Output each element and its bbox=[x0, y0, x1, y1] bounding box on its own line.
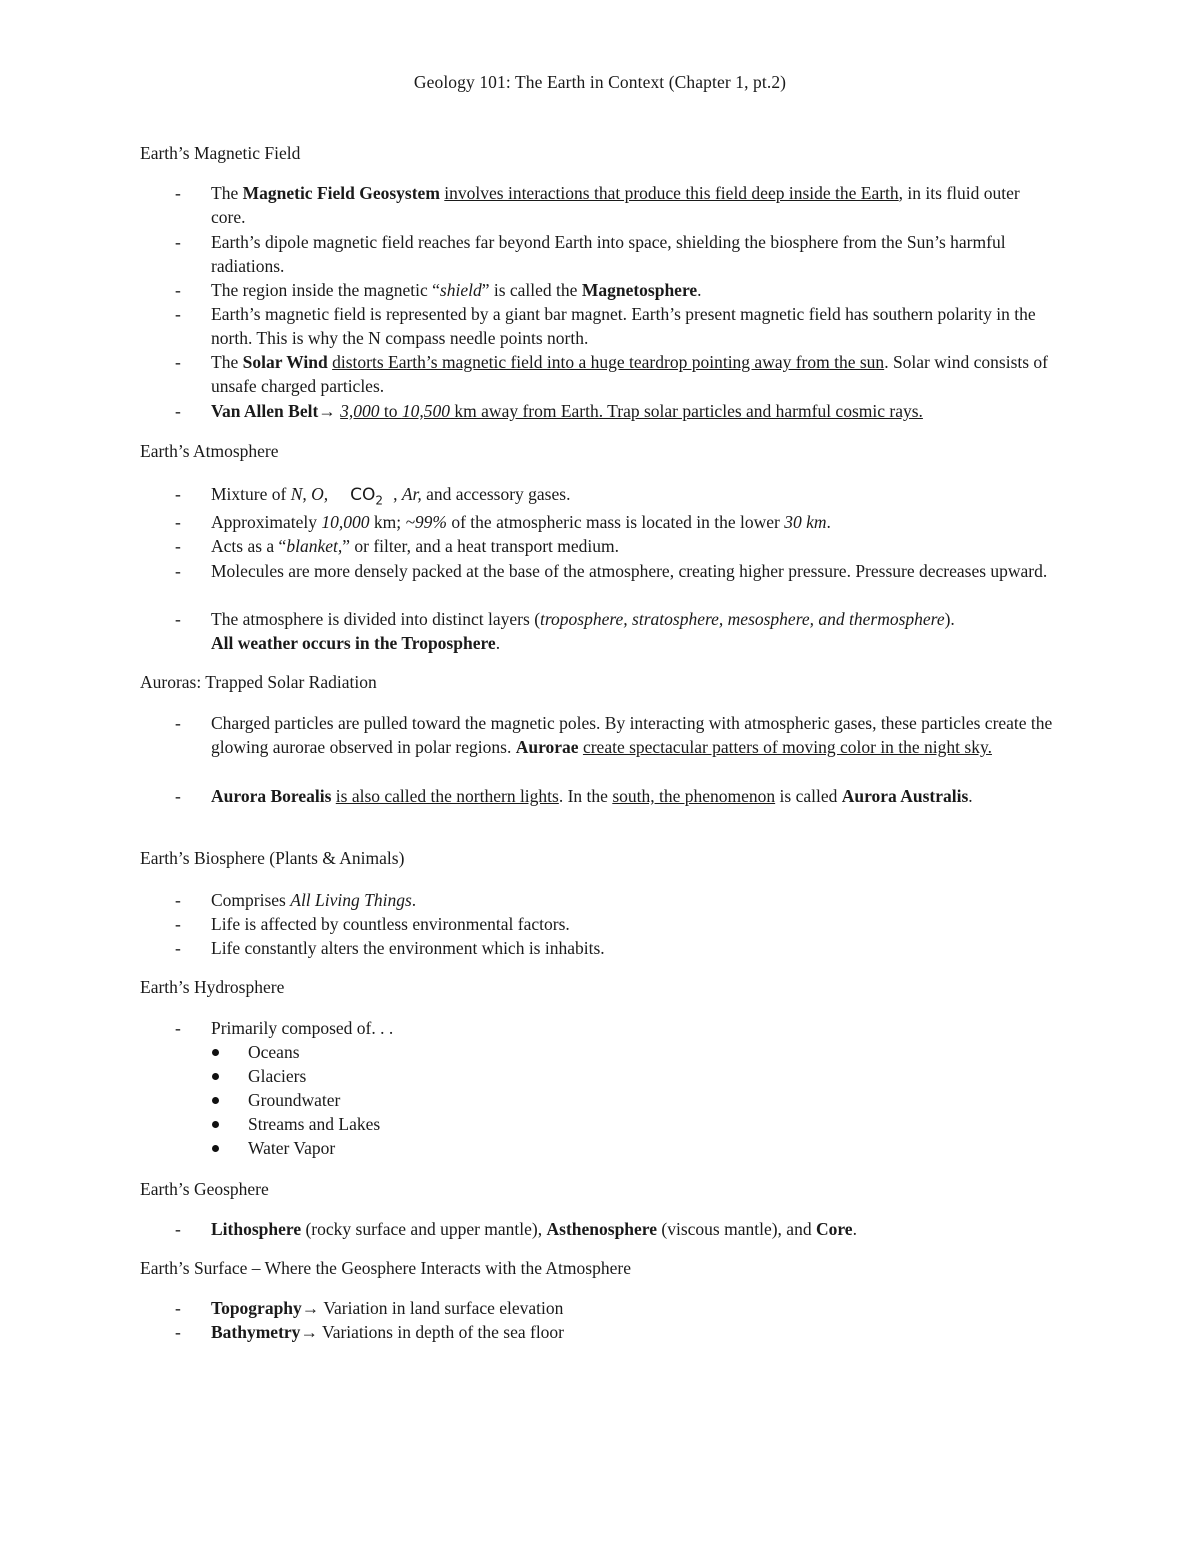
sub-list-item: Groundwater bbox=[212, 1088, 340, 1112]
bullet-dash: - bbox=[175, 512, 181, 532]
bullet-dash: - bbox=[175, 352, 181, 372]
bullet-dash: - bbox=[175, 304, 181, 324]
sub-list-item: Streams and Lakes bbox=[212, 1112, 380, 1136]
list-item: - Acts as a “blanket,” or filter, and a heat transport medium. bbox=[175, 536, 619, 556]
list-item: - Aurora Borealis is also called the northern lights. In the south, the phenomenon is called Aurora Australis. bbox=[175, 786, 973, 806]
bullet-dash: - bbox=[175, 1018, 181, 1038]
list-item: - The Solar Wind distorts Earth’s magnetic field into a huge teardrop pointing away from the sun. Solar wind consists of unsafe charged particles. bbox=[175, 352, 1049, 396]
list-item: - Life is affected by countless environmental factors. bbox=[175, 914, 570, 934]
bullet-dash: - bbox=[175, 786, 181, 806]
bullet-dash: - bbox=[175, 914, 181, 934]
list-item: - Approximately 10,000 km; ~99% of the atmospheric mass is located in the lower 30 km. bbox=[175, 512, 831, 532]
arrow-icon: → bbox=[301, 1298, 320, 1318]
list-item: - Life constantly alters the environment which is inhabits. bbox=[175, 938, 605, 958]
bullet-dot-icon bbox=[212, 1097, 219, 1104]
sub-list-item: Oceans bbox=[212, 1040, 300, 1064]
list-item: - The Magnetic Field Geosystem involves interactions that produce this field deep inside the Earth, in its fluid outer core. bbox=[175, 183, 1020, 227]
bullet-dash: - bbox=[175, 890, 181, 910]
sub-list-item: Water Vapor bbox=[212, 1136, 335, 1160]
bullet-dash: - bbox=[175, 401, 181, 421]
bullet-dash: - bbox=[175, 183, 181, 203]
bullet-dot-icon bbox=[212, 1145, 219, 1152]
arrow-icon: → bbox=[318, 401, 336, 421]
section-heading-auroras: Auroras: Trapped Solar Radiation bbox=[140, 672, 377, 692]
list-item: - Mixture of N, O, $CO_2$ , Ar, and accessory gases. bbox=[175, 484, 571, 508]
bullet-dot-icon bbox=[212, 1073, 219, 1080]
bullet-dash: - bbox=[175, 1219, 181, 1239]
section-heading-hydrosphere: Earth’s Hydrosphere bbox=[140, 977, 285, 997]
section-heading-magnetic-field: Earth’s Magnetic Field bbox=[140, 143, 301, 163]
list-item: - Bathymetry→ Variations in depth of the sea floor bbox=[175, 1322, 565, 1342]
sub-list-item: Glaciers bbox=[212, 1064, 306, 1088]
list-item: - Lithosphere (rocky surface and upper mantle), Asthenosphere (viscous mantle), and Core. bbox=[175, 1219, 857, 1239]
list-item: - The region inside the magnetic “shield” is called the Magnetosphere. bbox=[175, 280, 702, 300]
bullet-dash: - bbox=[175, 713, 181, 733]
list-item: - Van Allen Belt→ 3,000 to 10,500 km away from Earth. Trap solar particles and harmful cosmic rays. bbox=[175, 401, 923, 421]
list-item: - Topography→ Variation in land surface elevation bbox=[175, 1298, 564, 1318]
list-item: - Earth’s dipole magnetic field reaches far beyond Earth into space, shielding the biosphere from the Sun’s harmful radiations. bbox=[175, 232, 1006, 276]
bullet-dash: - bbox=[175, 938, 181, 958]
bullet-dot-icon bbox=[212, 1049, 219, 1056]
section-heading-geosphere: Earth’s Geosphere bbox=[140, 1179, 269, 1199]
list-item: - Comprises All Living Things. bbox=[175, 890, 417, 910]
bullet-dash: - bbox=[175, 1322, 181, 1342]
bullet-dot-icon bbox=[212, 1121, 219, 1128]
section-heading-biosphere: Earth’s Biosphere (Plants & Animals) bbox=[140, 848, 405, 868]
list-item: - Earth’s magnetic field is represented by a giant bar magnet. Earth’s present magnetic field has southern polarity in the north. This is why the N compass needle points north. bbox=[175, 304, 1036, 348]
section-heading-surface: Earth’s Surface – Where the Geosphere Interacts with the Atmosphere bbox=[140, 1258, 631, 1278]
bullet-dash: - bbox=[175, 1298, 181, 1318]
arrow-icon: → bbox=[300, 1322, 318, 1342]
section-heading-atmosphere: Earth’s Atmosphere bbox=[140, 441, 279, 461]
bullet-dash: - bbox=[175, 484, 181, 504]
list-item: - Molecules are more densely packed at the base of the atmosphere, creating higher pressure. Pressure decreases upward. bbox=[175, 561, 1048, 581]
co2-formula: $CO_2$ bbox=[350, 485, 384, 508]
list-item: - Charged particles are pulled toward the magnetic poles. By interacting with atmospheric gases, these particles create the glowing aurorae observed in polar regions. Aurorae create spectacular patters of moving color in the night sky. bbox=[175, 713, 1053, 757]
bullet-dash: - bbox=[175, 609, 181, 629]
bullet-dash: - bbox=[175, 232, 181, 252]
list-item: - Primarily composed of. . . bbox=[175, 1018, 394, 1038]
bullet-dash: - bbox=[175, 280, 181, 300]
bullet-dash: - bbox=[175, 561, 181, 581]
bullet-dash: - bbox=[175, 536, 181, 556]
list-item: - The atmosphere is divided into distinct layers (troposphere, stratosphere, mesosphere, and thermosphere). All weather occurs in the Troposphere. bbox=[175, 609, 955, 653]
document-title: Geology 101: The Earth in Context (Chapter 1, pt.2) bbox=[413, 72, 787, 92]
